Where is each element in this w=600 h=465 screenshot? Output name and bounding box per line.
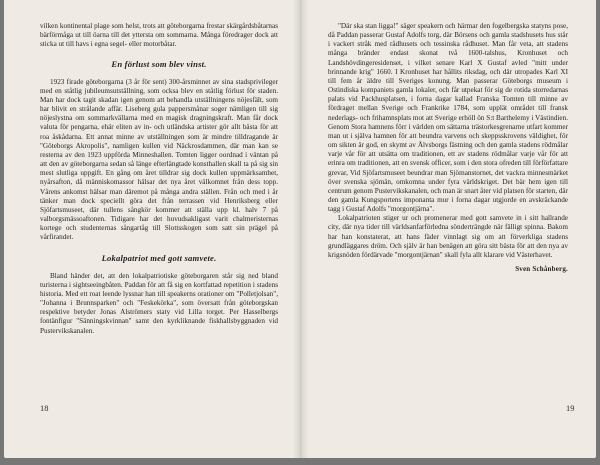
page-number-right: 19 <box>566 404 575 413</box>
right-column <box>328 22 568 274</box>
right-page <box>301 0 596 458</box>
author-signature: Sven Schånberg. <box>515 265 568 274</box>
left-page <box>4 0 301 458</box>
left-column <box>40 22 278 336</box>
book-gutter <box>293 0 309 458</box>
page-number-left: 18 <box>40 404 49 413</box>
body-paragraph: Bland händer det, att den lokalpatriotiske göteborgaren står sig ned bland turisterna i sightseeingbåten. Paddan för att få sig en kortfattad repetition i stadens historia. Med ett roat leende lyssnar han till speakerns orationer om "Polletjolsan", "Johanna i Brunnsparken" och "Feskekörka", som översatt från göteborgskan respektive betyder Jonas Alströmers staty vid Lilla torget. Per Hasselbergs fontänfigur "Sänningskvinnan" samt den kyrkliknande fiskhallsbyggnaden vid Pustervikskanalen. <box>40 271 278 335</box>
intro-paragraph: vilken kontinental plage som helst, trots att göteborgarna frestar skärgårdsbåtarnas bärförmåga ut till öarna till det yttersta om sommarna. Många föredrager dock att sticka ut till havs i egna segel- eller motorbåtar. <box>40 22 278 49</box>
heading-lokalpatriot: Lokalpatriot med gott samvete. <box>101 253 217 264</box>
booklet-spread <box>4 0 596 465</box>
heading-en-forlust: En förlust som blev vinst. <box>111 59 207 70</box>
body-paragraph: Lokalpatrioten stiger ur och promenerar med gott samvete in i sitt hallrande city, där nya tider till världsanfarförledna sönderträngde när fälligt spinna. Bakom har han konstaterat, att hans fäder vinnlagt sig om att förverkliga stadens grundläggares dröm. Och själv är han benägen att göra sitt bästa för att den nya av krigsnöden fördärvade "morgontjärnan" skall fyla allt klarare vid Västerhavet. <box>328 214 568 259</box>
body-paragraph: "Där ska stan ligga!" säger speakern och härmar den fogelbergska statyns pose, då Paddan passerar Gustaf Adolfs torg, där Börsens och gamla stadshusets hus står i vackert stråk med rådhusets och tessinska rådhuset. Man får veta, att stadens många bränder endast skonat två 1600-talshus, Kronhuset och Landshövdingeresidenset, i vilket senare Karl X Gustaf avled "mitt under brinnande krig" 1660. I Kronhuset har hållits riksdag, och där utropades Karl XI till fem år äldre till Sveriges konung. Man passerar Göteborgs museum i Ostindiska kompaniets gamla lokaler, och får utpekat för sig de rotida storredarnas palats vid Packhusplatsen, i forna dagar kallad Franska Tomten till minne av fördraget mellan Sverige och Frankrike 1784, som upplät området till fransk nederlags- och frihamnsplats mot att Sverige erhöll ön S:t Barthelemy i Västindien. Genom Stora hamnens förr i världen om sättarna trästorkesgrenarne utfart kommer man ut i själva hamnen för att beundra varvens och skeppsskrovens väldighet, för om sikten är god, en skymt av Älvsborgs fästning och den gamla stadens rödmålar varje vår för att utsätta om traditionen, ett av stadens rödmålar varje vår för att erinra om traditionen, att en svensk officer, som i den stora ofreden till förförfattare grevar, Vid Sjöfartsmuseet beundrar man Sjömanstornet, det vackra minnesmärket över svenska sjömän, omkomna under fyra världskriget. Det bär hem igen till centrum genom Pustervikskanalen, och man är snart åter vid platsen för starten, där den gamla Kungsportens imponanta mur i forna dagar utgjorde en avskräckande tagg i Gustaf Adolfs "morgontjärna". <box>328 22 568 214</box>
body-paragraph: 1923 firade göteborgarna (3 år för sent) 300-årsminnet av sina stadsprivileger med en ståtlig jubileumsutställning, som ocksa blev en ståtlig förlust för staden. Man har dock tagit skadan igen genom att behandla utställningens nöjesfält, som har blivit en strålande affär. Liseberg gula pappersmånar soger nämligen till sig nöjeslystna om sommarkvällarna med en magisk dragningskraft. Man får dock valuta för pengarna, ehär eliten av in- och utländska artister gör allt bästa för att roa åskådarna. Ett annat minne av utställningen som är mindre tilldragande är "Göteborgs Akropolis", namligen kullen vid Näckrosdammen, där man kan se resterna av den 1923 uppförda Minneshallen. Tomten ligger oordnad i väntan på att den av göteborgarna sedan så länge efterlängtade konsthallen skall ta på sig sin mest slutliga uppgift. En gång om året tilldrar sig dock kullen uppmärksamhet, nyårsafton, då människomassor hälsar det nya året välkomnet från dess topp. Vårens ankomst hälsar man däremot på många andra ställen. Från och med i år tänker man dock speciellt göra det från terrassen vid Henriksberg eller Sjöfartsmuseet, där tullens sångkör kommer att ställa upp kl. halv 7 på valborgsmässoaftonen. Tidigare har det huvudsakligast varit chalmeristernas kortege och studenternas sångartåg till Slottsskogen som satt sin prägel på vårfirandet. <box>40 77 278 242</box>
